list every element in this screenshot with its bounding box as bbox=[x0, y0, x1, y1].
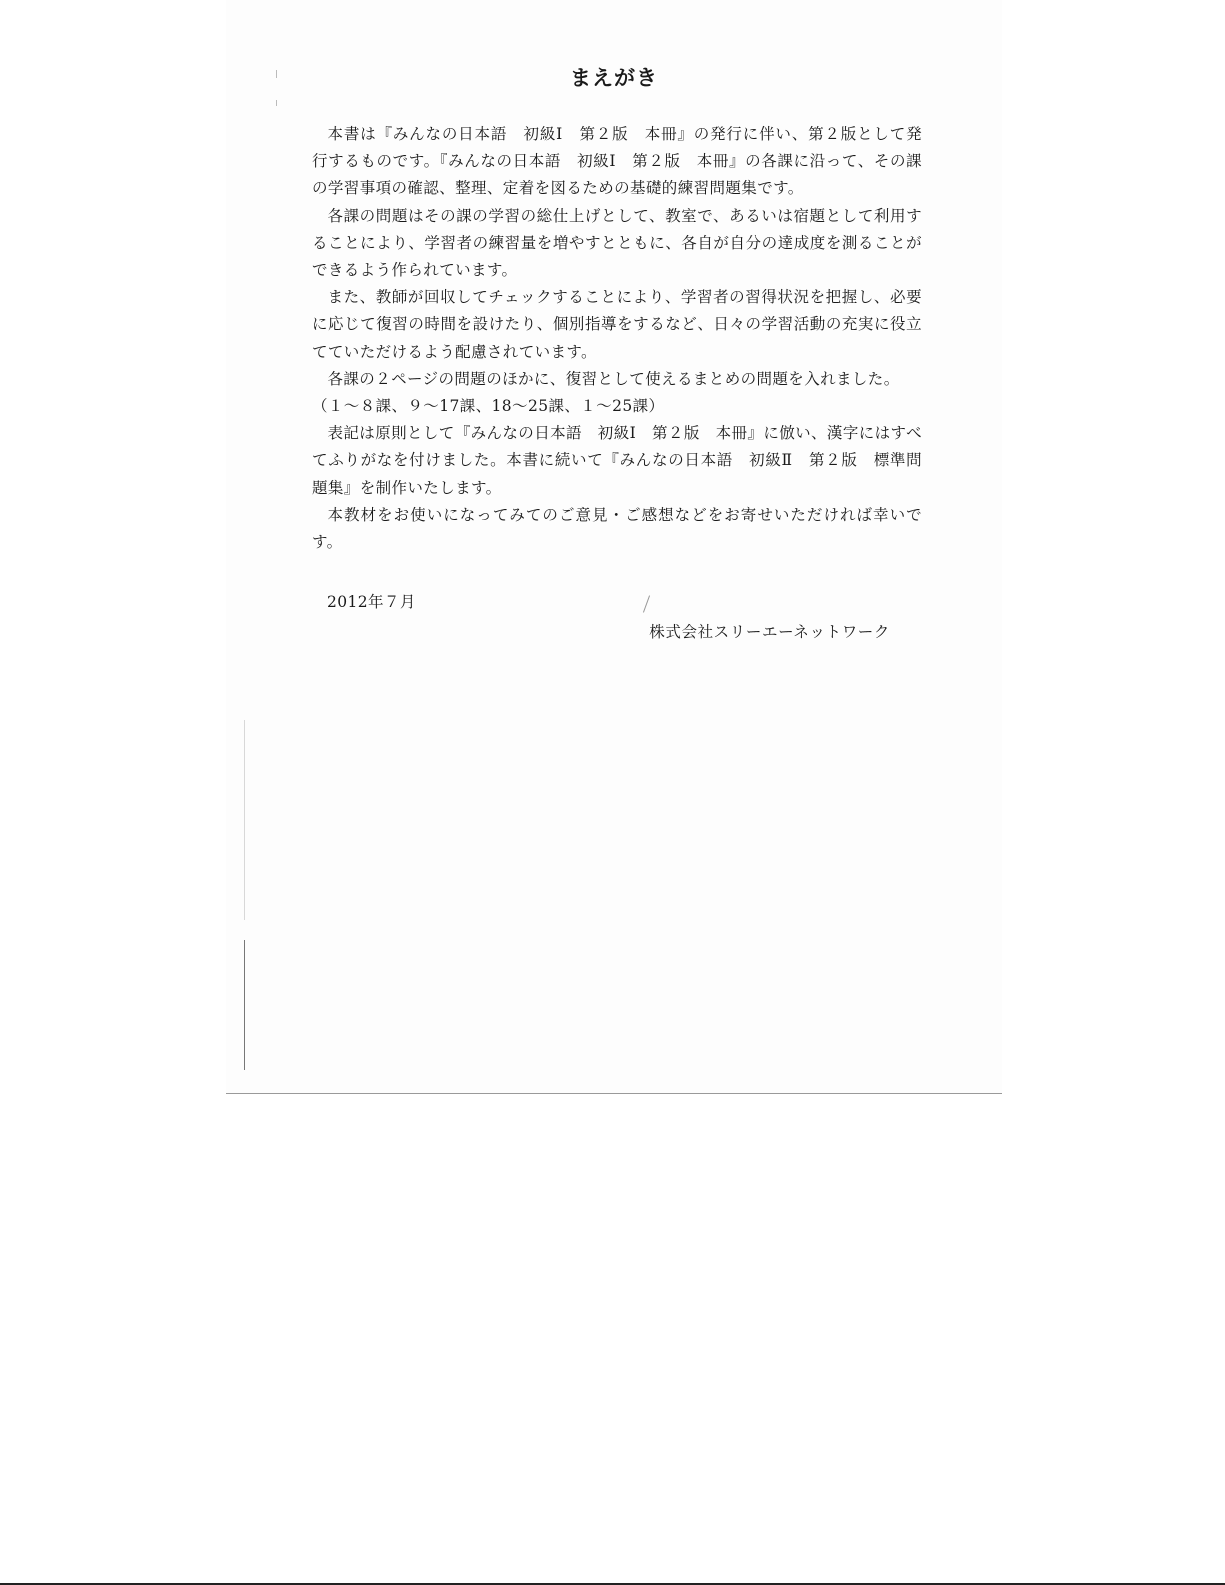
date-line: 2012年７月 bbox=[327, 593, 416, 611]
paragraph-2: 各課の問題はその課の学習の総仕上げとして、教室で、あるいは宿題として利用することにより、学習者の練習量を増やすとともに、各自が自分の達成度を測ることができるよう作られています。 bbox=[312, 206, 922, 280]
scan-artifact-left-faint bbox=[244, 720, 245, 920]
publisher-line: 株式会社スリーエーネットワーク bbox=[649, 623, 890, 641]
scan-artifact-left-line bbox=[244, 940, 245, 1070]
scan-artifact-mark-3 bbox=[276, 100, 277, 106]
paragraph-1: 本書は『みんなの日本語 初級Ⅰ 第２版 本冊』の発行に伴い、第２版として発行するものです。『みんなの日本語 初級Ⅰ 第２版 本冊』の各課に沿って、その課の学習事項の確認、整理、定着を図るための基礎的練習問題集です。 bbox=[312, 125, 922, 198]
scan-artifact-mark-2 bbox=[276, 70, 277, 78]
paragraph-6: 本教材をお使いになってみてのご意見・ご感想などをお寄せいただければ幸いです。 bbox=[312, 505, 922, 552]
scanned-page bbox=[226, 0, 1002, 1094]
paragraph-4-lessons: （１～８課、９～17課、18～25課、１～25課） bbox=[312, 397, 665, 416]
scan-artifact-mark-1 bbox=[643, 595, 650, 612]
page-title: まえがき bbox=[570, 66, 658, 90]
preface-body bbox=[312, 121, 922, 556]
paragraph-4: 各課の２ページの問題のほかに、復習として使えるまとめの問題を入れました。 bbox=[327, 369, 900, 388]
paragraph-5: 表記は原則として『みんなの日本語 初級Ⅰ 第２版 本冊』に倣い、漢字にはすべてふりがなを付けました。本書に続いて『みんなの日本語 初級Ⅱ 第２版 標準問題集』を制作いたします。 bbox=[312, 424, 923, 497]
paragraph-3: また、教師が回収してチェックすることにより、学習者の習得状況を把握し、必要に応じて復習の時間を設けたり、個別指導をするなど、日々の学習活動の充実に役立てていただけるよう配慮されています。 bbox=[312, 288, 922, 361]
